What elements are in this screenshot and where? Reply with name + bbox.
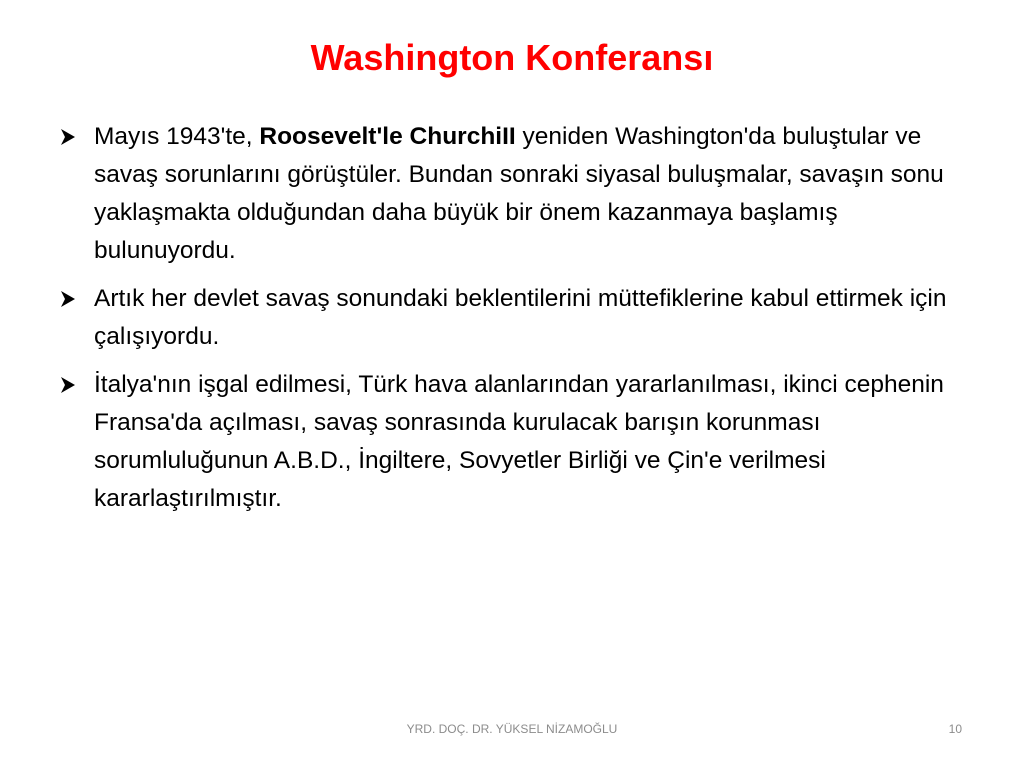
bullet-text-intro: Mayıs 1943'te,	[94, 123, 260, 150]
bullet-text: İtalya'nın işgal edilmesi, Türk hava alanlarından yararlanılması, ikinci cephenin Fransa'da açılması, savaş sonrasında kurulacak barışın korunması sorumluluğunun A.B.D., İngiltere, Sovyetler Birliği ve Çin'e verilmesi kararlaştırılmıştır.	[94, 371, 944, 512]
footer-author: YRD. DOÇ. DR. YÜKSEL NİZAMOĞLU	[406, 722, 618, 736]
arrowhead-bullet-icon	[56, 118, 80, 156]
bullet-item	[56, 366, 966, 518]
bullet-text-bold: Roosevelt'le ChurchiII	[259, 123, 516, 150]
bullet-item	[56, 280, 966, 356]
page-number: 10	[948, 722, 962, 736]
bullet-text: Artık her devlet savaş sonundaki beklentilerini müttefiklerine kabul ettirmek için çalışıyordu.	[94, 285, 947, 350]
arrowhead-bullet-icon	[56, 366, 80, 404]
bullet-list	[56, 118, 966, 528]
arrowhead-bullet-icon	[56, 280, 80, 318]
bullet-item	[56, 118, 966, 270]
slide-title: Washington Konferansı	[310, 37, 714, 78]
bullet-text-rest: yeniden Washington'da buluştular ve savaş sorunlarını görüştüler. Bundan sonraki siyasal buluşmalar, savaşın sonu yaklaşmakta olduğundan daha büyük bir önem kazanmaya başlamış bulunuyordu.	[94, 123, 944, 264]
